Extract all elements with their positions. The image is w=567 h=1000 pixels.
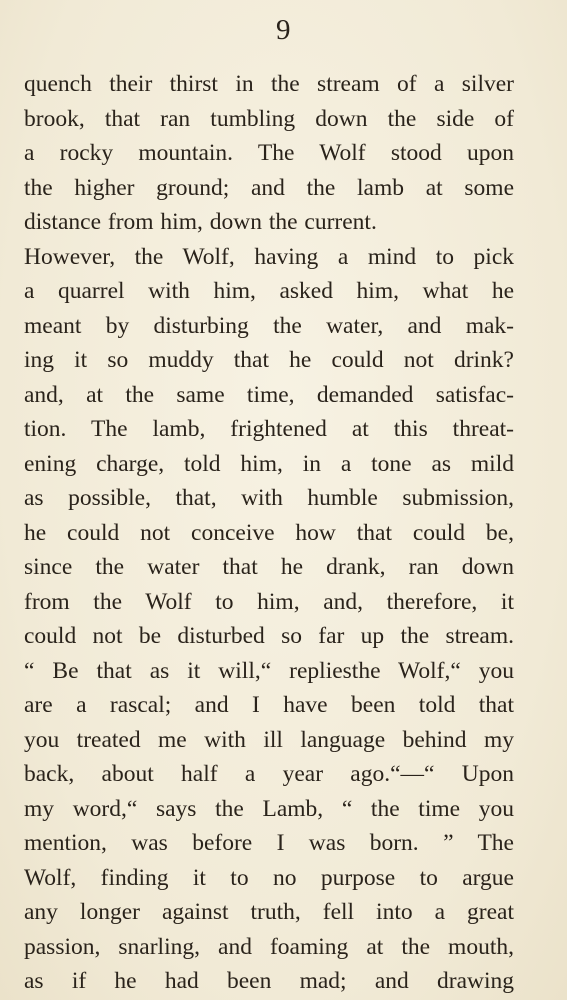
text-line: However, the Wolf, having a mind to pick	[24, 243, 514, 270]
text-line: Wolf, finding it to no purpose to argue	[24, 864, 514, 891]
text-line: a rocky mountain. The Wolf stood upon	[24, 140, 514, 166]
text-line: from the Wolf to him, and, therefore, it	[24, 588, 514, 615]
text-line: as possible, that, with humble submission,	[24, 485, 514, 511]
text-line: as if he had been mad; and drawing	[24, 968, 514, 994]
text-line: passion, snarling, and foaming at the mouth,	[24, 933, 514, 960]
text-line: a quarrel with him, asked him, what he	[24, 278, 514, 304]
text-line: my word,“ says the Lamb, “ the time you	[24, 795, 514, 822]
text-line: the higher ground; and the lamb at some	[24, 174, 514, 201]
text-line: you treated me with ill language behind my	[24, 726, 514, 753]
text-line: distance from him, down the current.	[24, 209, 377, 235]
text-line: could not be disturbed so far up the stream.	[24, 623, 514, 649]
text-line: meant by disturbing the water, and mak-	[24, 312, 514, 339]
text-line: “ Be that as it will,“ repliesthe Wolf,“ you	[24, 657, 514, 684]
text-line: ening charge, told him, in a tone as mild	[24, 450, 514, 477]
text-line: any longer against truth, fell into a great	[24, 899, 514, 925]
text-line: mention, was before I was born. ” The	[24, 830, 514, 856]
page-number: 9	[276, 14, 291, 46]
body-text	[24, 67, 514, 999]
text-line: and, at the same time, demanded satisfac-	[24, 381, 514, 408]
text-line: back, about half a year ago.“—“ Upon	[24, 761, 514, 787]
text-line: tion. The lamb, frightened at this threat-	[24, 416, 514, 442]
text-line: he could not conceive how that could be,	[24, 519, 514, 546]
text-line: brook, that ran tumbling down the side of	[24, 105, 514, 132]
text-line: quench their thirst in the stream of a silver	[24, 71, 514, 97]
text-line: ing it so muddy that he could not drink?	[24, 347, 514, 373]
text-line: are a rascal; and I have been told that	[24, 692, 514, 718]
text-line: since the water that he drank, ran down	[24, 554, 514, 580]
